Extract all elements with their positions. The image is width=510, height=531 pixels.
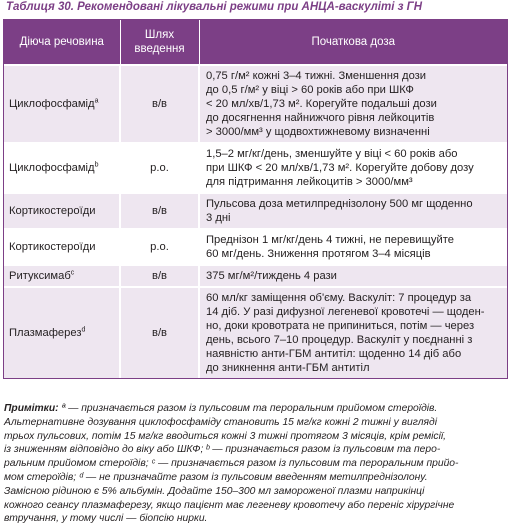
header-dose: Початкова доза	[199, 20, 507, 65]
drug-name: Ритуксимаб	[9, 270, 71, 282]
notes-label: Примітки:	[4, 403, 59, 414]
table-row	[4, 65, 507, 143]
header-route: Шлях введення	[120, 20, 199, 65]
notes-line	[4, 402, 504, 416]
route-cell: p.o.	[120, 229, 199, 265]
dose-line: 3 дні	[206, 212, 231, 224]
dose-line: 0,75 г/м² кожні 3–4 тижні. Зменшення дози	[206, 70, 427, 82]
header-drug: Діюча речовина	[4, 20, 120, 65]
notes-line: втручання, у тому числі — біопсію нирки.	[4, 513, 208, 525]
dose-line: > 3000/мм³ у щодвохтижневому визначенні	[206, 126, 430, 138]
route-cell: в/в	[120, 65, 199, 143]
table-row	[4, 143, 507, 193]
footnote-mark: b	[94, 161, 99, 169]
notes-text: ª — призначається разом із пульсовим та пероральним прийомом стероїдів.	[61, 403, 438, 414]
drug-cell	[4, 229, 120, 265]
dose-line: до досягнення найнижчого рівня лейкоцитів	[206, 112, 435, 124]
notes-line: із зниженням відповідно до віку або ШКФ; ᵇ — призначається разом із пульсовим та перо-	[4, 444, 441, 456]
drug-cell	[4, 287, 120, 378]
table-row	[4, 193, 507, 229]
dose-line: наявністю анти-ГБМ антитіл: щоденно 14 діб або	[206, 348, 462, 360]
footnote-mark: c	[70, 269, 75, 277]
dose-cell	[199, 143, 507, 193]
notes-line: Альтернативне дозування циклофосфаміду становить 15 мг/кг кожні 2 тижні у вигляді	[4, 416, 437, 428]
table-header-row	[4, 20, 507, 65]
dose-line: день, всього 7–10 процедур. Васкуліт у поєднанні з	[206, 334, 473, 346]
drug-name: Плазмаферез	[9, 327, 82, 339]
dose-line: до зникнення анти-ГБМ антитіл	[206, 362, 370, 374]
notes-line: Замісною рідиною є 5% альбумін. Додайте 150–300 мл замороженої плазми наприкінці	[4, 485, 425, 497]
route-cell: в/в	[120, 193, 199, 229]
drug-name: Циклофосфамід	[9, 162, 95, 174]
dose-line: Пульсова доза метилпреднізолону 500 мг щоденно	[206, 198, 473, 210]
dose-line: при ШКФ < 20 мл/хв/1,73 м². Корегуйте добову дозу	[206, 162, 474, 174]
table-row	[4, 265, 507, 287]
table-row	[4, 229, 507, 265]
route-cell: в/в	[120, 287, 199, 378]
drug-name: Кортикостероїди	[9, 241, 96, 253]
notes-line: кожного сеансу плазмаферезу, якщо пацієнт має легеневу кровотечу або переніс хірургічне	[4, 499, 455, 511]
dose-cell	[199, 229, 507, 265]
dose-line: 375 мг/м²/тиждень 4 рази	[206, 270, 337, 282]
dose-line: Преднізон 1 мг/кг/день 4 тижні, не перевищуйте	[206, 234, 454, 246]
dose-line: до 0,5 г/м² у віці > 60 років або при ШКФ	[206, 84, 414, 96]
footnote-mark: d	[81, 326, 86, 334]
notes-line: трьох пульсових, потім 15 мг/кг вводиться кожні 3 тижні протягом 3 місяців, крім ремісії,	[4, 430, 447, 442]
route-cell: p.o.	[120, 143, 199, 193]
dose-line: 60 мл/кг заміщення об'єму. Васкуліт: 7 процедур за	[206, 292, 472, 304]
dose-cell	[199, 193, 507, 229]
drug-cell	[4, 65, 120, 143]
drug-name: Кортикостероїди	[9, 205, 96, 217]
table-row	[4, 287, 507, 378]
table-title: Таблиця 30. Рекомендовані лікувальні режими при АНЦА-васкуліті з ГН	[6, 1, 423, 13]
table-notes	[4, 402, 504, 526]
dose-line: 14 діб. У разі дифузної легеневої кровотечі — щоден-	[206, 306, 485, 318]
dose-line: для підтримання лейкоцитів > 3000/мм³	[206, 176, 413, 188]
drug-name: Циклофосфамід	[9, 98, 95, 110]
drug-cell	[4, 265, 120, 287]
dose-cell	[199, 265, 507, 287]
notes-line: мом стероїдів; ᵈ — не призначайте разом із пульсовим введенням метилпреднізолону.	[4, 471, 428, 483]
drug-cell	[4, 143, 120, 193]
notes-line: ральним прийомом стероїдів; ᶜ — призначається разом із пульсовим та пероральним прийо-	[4, 458, 459, 470]
dose-line: 1,5–2 мг/кг/день, зменшуйте у віці < 60 років або	[206, 148, 458, 160]
footnote-mark: a	[94, 97, 99, 105]
dose-cell	[199, 287, 507, 378]
dose-line: < 20 мл/хв/1,73 м². Корегуйте подальші дози	[206, 98, 437, 110]
dosing-table	[3, 19, 508, 379]
dose-cell	[199, 65, 507, 143]
route-cell: в/в	[120, 265, 199, 287]
drug-cell	[4, 193, 120, 229]
dose-line: но, доки кровотрата не припиниться, потім — через	[206, 320, 475, 332]
dose-line: 60 мг/день. Зниження протягом 3–4 місяців	[206, 248, 431, 260]
